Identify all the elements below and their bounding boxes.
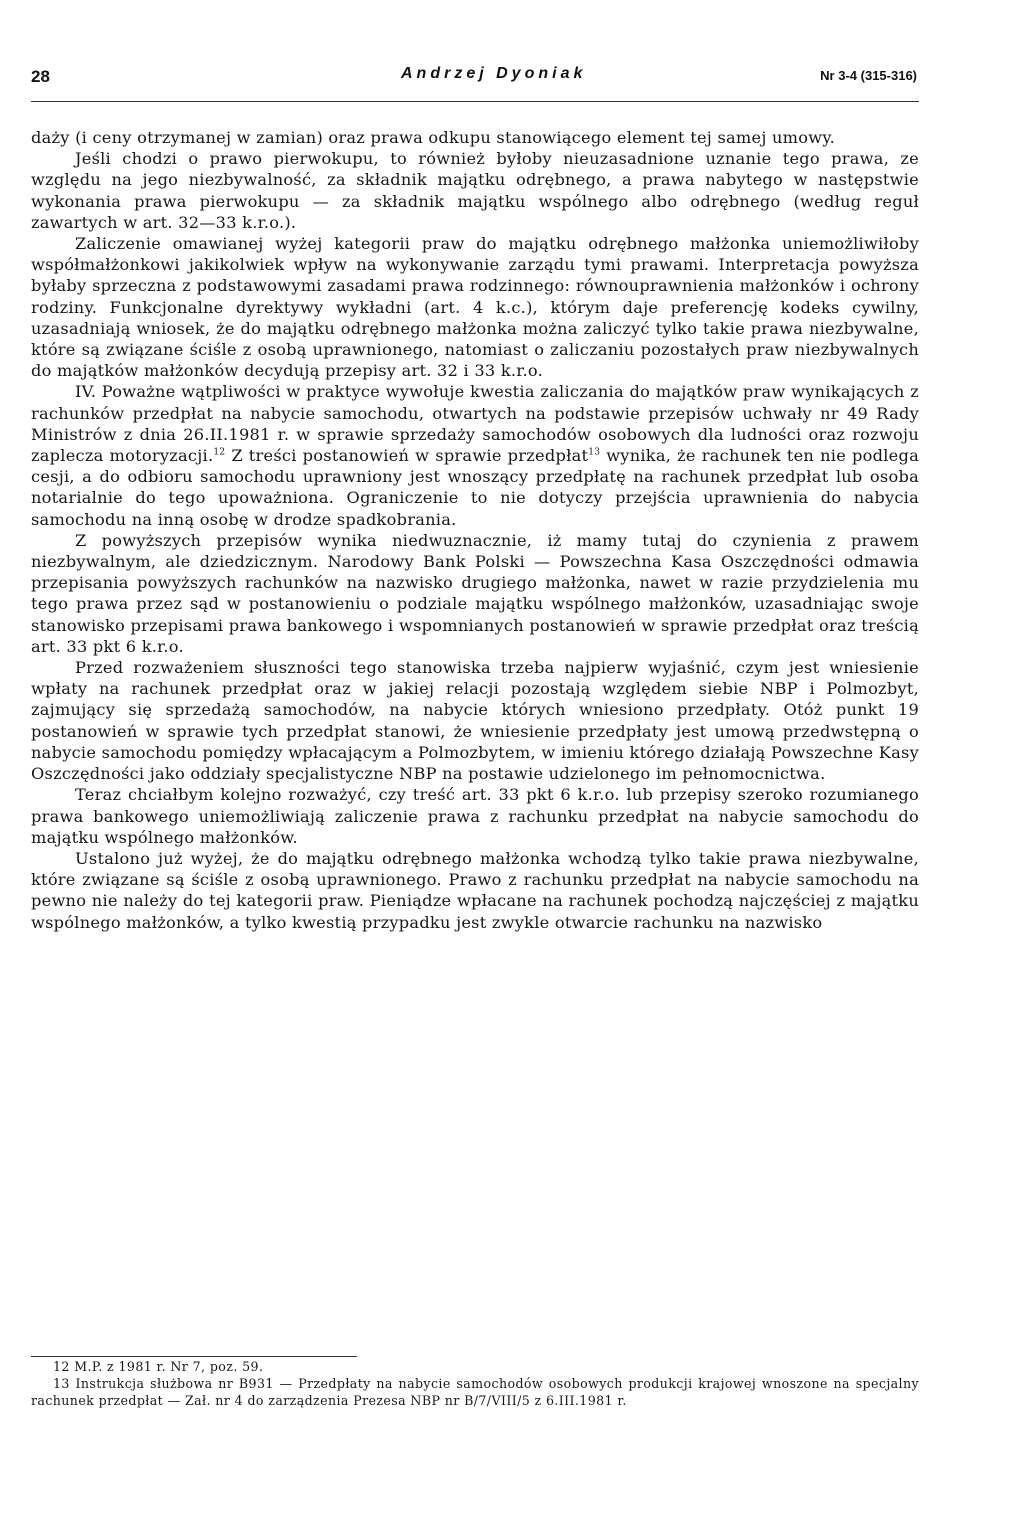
running-header xyxy=(31,63,917,93)
header-rule xyxy=(31,101,919,102)
paragraph: Przed rozważeniem słuszności tego stanowiska trzeba najpierw wyjaśnić, czym jest wniesienie wpłaty na rachunek przedpłat oraz w jakiej relacji pozostają względem siebie NBP i Polmozbyt, zajmujący się sprzedażą samochodów, na nabycie których wniesiono przedpłaty. Otóż punkt 19 postanowień w sprawie tych przedpłat stanowi, że wniesienie przedpłaty jest umową przedwstępną o nabycie samochodu pomiędzy wpłacającym a Polmozbytem, w imieniu którego działają Powszechne Kasy Oszczędności jako oddziały specjalistyczne NBP na postawie udzielonego im pełnomocnictwa. xyxy=(31,658,919,784)
paragraph: Zaliczenie omawianej wyżej kategorii praw do majątku odrębnego małżonka uniemożliwiłoby współmałżonkowi jakikolwiek wpływ na wykonywanie zarządu tymi prawami. Interpretacja powyższa byłaby sprzeczna z podstawowymi zasadami prawa rodzinnego: równouprawnienia małżonków i ochrony rodziny. Funkcjonalne dyrektywy wykładni (art. 4 k.c.), którym daje preferencję kodeks cywilny, uzasadniają wniosek, że do majątku odrębnego małżonka można zaliczyć tylko takie prawa niezbywalne, które są związane ściśle z osobą uprawnionego, natomiast o zaliczaniu pozostałych praw niezbywalnych do majątków małżonków decydują przepisy art. 32 i 33 k.r.o. xyxy=(31,234,919,381)
paragraph: Teraz chciałbym kolejno rozważyć, czy treść art. 33 pkt 6 k.r.o. lub przepisy szeroko rozumianego prawa bankowego uniemożliwiają zaliczenie prawa z rachunku przedpłat na nabycie samochodu do majątku wspólnego małżonków. xyxy=(31,785,919,847)
running-author: Andrzej Dyoniak xyxy=(401,65,587,82)
paragraph xyxy=(31,381,919,529)
paragraph-text: wynika, że rachunek ten nie podlega cesji, a do odbioru samochodu uprawniony jest wnoszący przedpłatę na rachunek przedpłat lub osoba notarialnie do tego upoważniona. Ograniczenie to nie dotyczy przejścia uprawnienia do nabycia samochodu na inną osobę w drodze spadkobrania. xyxy=(31,446,919,529)
paragraph: daży (i ceny otrzymanej w zamian) oraz prawa odkupu stanowiącego element tej samej umowy. xyxy=(31,128,836,147)
paragraph: Ustalono już wyżej, że do majątku odrębnego małżonka wchodzą tylko takie prawa niezbywalne, które związane są ściśle z osobą uprawnionego. Prawo z rachunku przedpłat na nabycie samochodu na pewno nie należy do tej kategorii praw. Pieniądze wpłacane na rachunek pochodzą najczęściej z majątku wspólnego małżonków, a tylko kwestią przypadku jest zwykle otwarcie rachunku na nazwisko xyxy=(31,848,919,932)
footnote: 12 M.P. z 1981 r. Nr 7, poz. 59. xyxy=(53,1359,264,1374)
issue-number: Nr 3-4 (315-316) xyxy=(820,68,917,83)
footnote-ref: 12 xyxy=(213,447,226,458)
footnote-ref: 13 xyxy=(588,447,601,458)
paragraph-text: IV. Poważne wątpliwości w praktyce wywołuje kwestia zaliczania do majątków praw wynikających z rachunków przedpłat na nabycie samochodu, otwartych na podstawie przepisów uchwały nr 49 Rady Ministrów z dnia 26.II.1981 r. w sprawie sprzedaży samochodów osobowych dla ludności oraz rozwoju zaplecza motoryzacji. xyxy=(31,382,919,466)
page-number: 28 xyxy=(31,67,50,86)
paragraph: Z powyższych przepisów wynika niedwuznacznie, iż mamy tutaj do czynienia z prawem niezbywalnym, ale dziedzicznym. Narodowy Bank Polski — Powszechna Kasa Oszczędności odmawia przepisania powyższych rachunków na nazwisko drugiego małżonka, nawet w razie przydzielenia mu tego prawa przez sąd w postanowieniu o podziale majątku wspólnego małżonków, uzasadniając swoje stanowisko przepisami prawa bankowego i wspomnianych postanowień w sprawie przedpłat oraz treścią art. 33 pkt 6 k.r.o. xyxy=(31,530,919,656)
footnote: 13 Instrukcja służbowa nr B931 — Przedpłaty na nabycie samochodów osobowych produkcji krajowej wnoszone na specjalny rachunek przedpłat — Zał. nr 4 do zarządzenia Prezesa NBP nr B/7/VIII/5 z 6.III.1981 r. xyxy=(31,1376,919,1408)
article-body xyxy=(31,127,919,933)
footnotes xyxy=(31,1358,919,1409)
footnote-rule xyxy=(31,1356,357,1357)
paragraph-text: Z treści postanowień w sprawie przedpłat xyxy=(231,446,589,466)
paragraph: Jeśli chodzi o prawo pierwokupu, to również byłoby nieuzasadnione uznanie tego prawa, ze względu na jego niezbywalność, za składnik majątku odrębnego, a prawa nabytego w następstwie wykonania prawa pierwokupu — za składnik majątku wspólnego albo odrębnego (według reguł zawartych w art. 32—33 k.r.o.). xyxy=(31,149,919,232)
